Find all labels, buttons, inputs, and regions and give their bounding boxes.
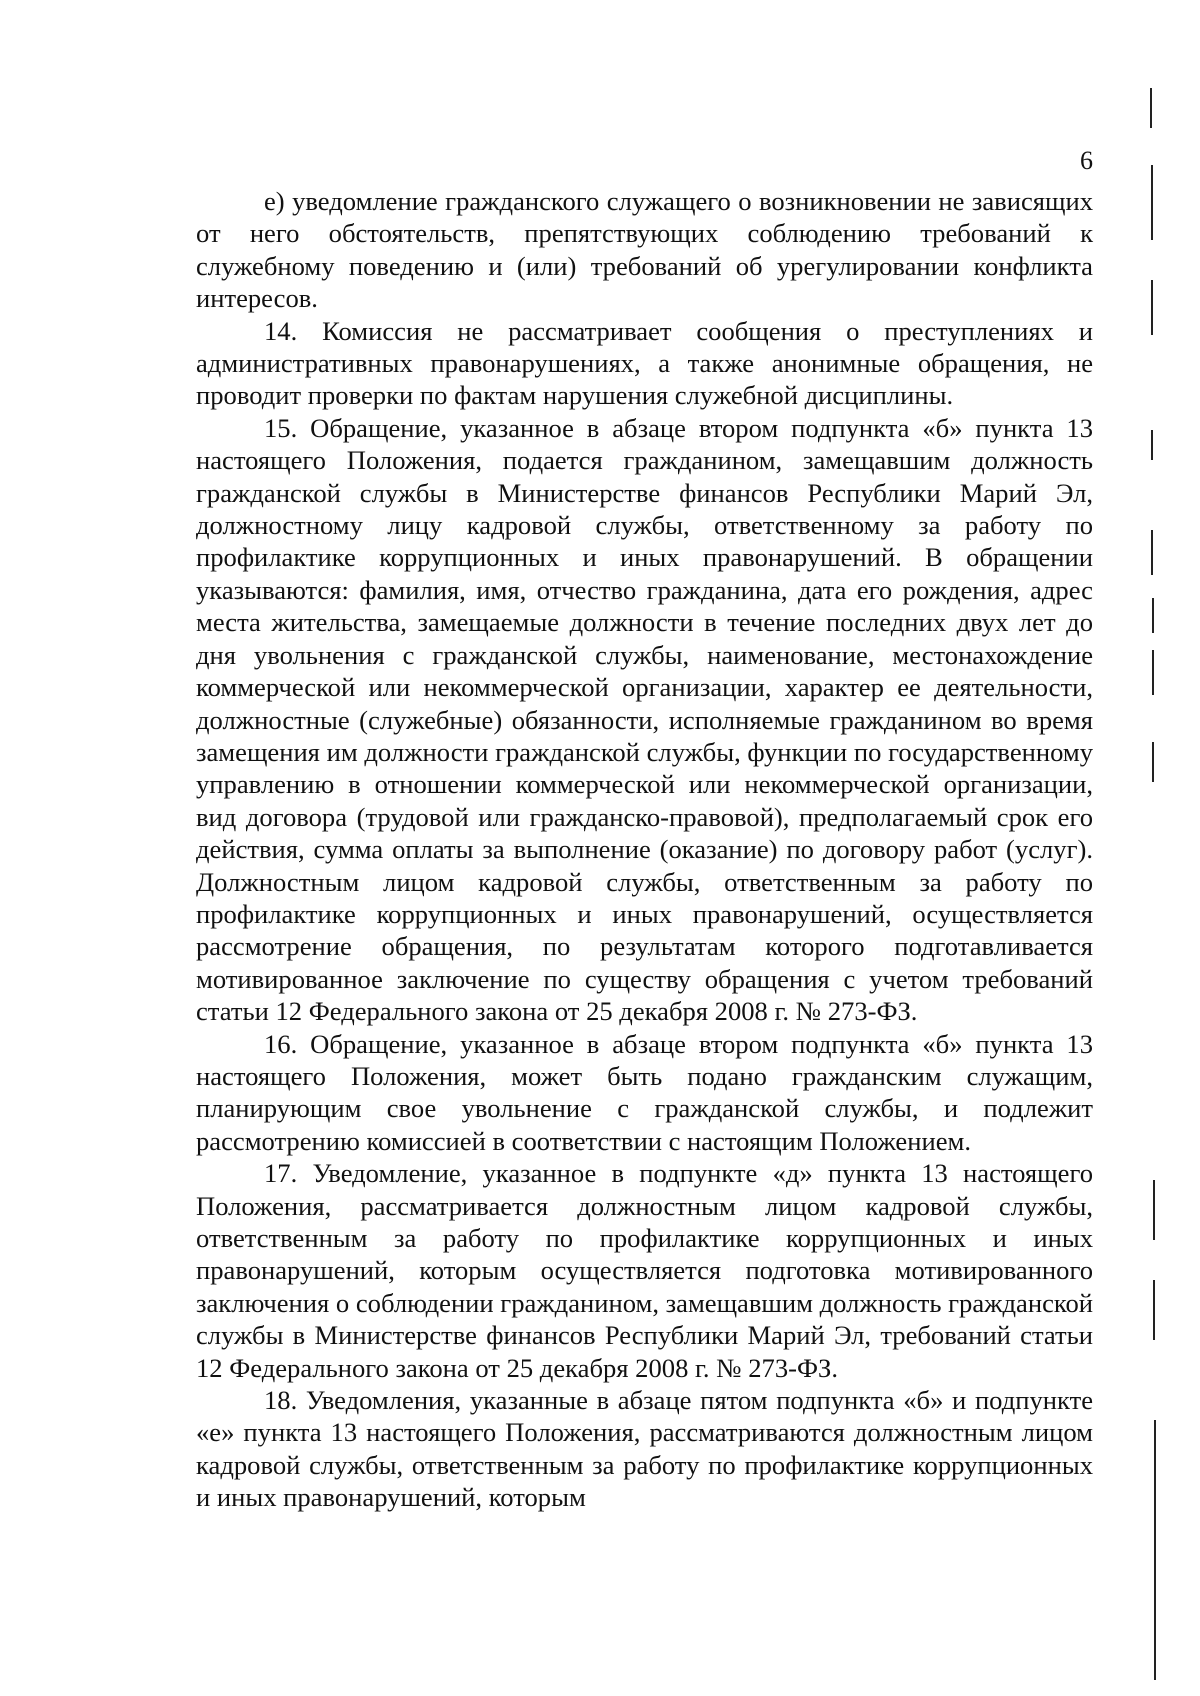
- paragraph-16: 16. Обращение, указанное в абзаце втором подпункта «б» пункта 13 настоящего Положения, может быть подано гражданским служащим, планирующим свое увольнение с гражданской службы, и подлежит рассмотрению комиссией в соответствии с настоящим Положением.: [196, 1028, 1093, 1156]
- scan-edge-mark: [1151, 430, 1153, 460]
- paragraph-item-e: е) уведомление гражданского служащего о возникновении не зависящих от него обстоятельств, препятствующих соблюдению требований к служебному поведению и (или) требований об урегулировании конфликта интересов.: [196, 186, 1093, 314]
- scan-edge-mark: [1150, 88, 1152, 128]
- paragraph-17: 17. Уведомление, указанное в подпункте «д» пункта 13 настоящего Положения, рассматривается должностным лицом кадровой службы, ответственным за работу по профилактике коррупционных и иных правонарушений, которым осуществляется подготовка мотивированного заключения о соблюдении гражданином, замещавшим должность гражданской службы в Министерстве финансов Республики Марий Эл, требований статьи 12 Федерального закона от 25 декабря 2008 г. № 273-ФЗ.: [196, 1158, 1093, 1383]
- scan-edge-mark: [1153, 1180, 1155, 1240]
- scan-edge-mark: [1151, 280, 1153, 335]
- paragraph-14: 14. Комиссия не рассматривает сообщения о преступлениях и административных правонарушениях, а также анонимные обращения, не проводит проверки по фактам нарушения служебной дисциплины.: [196, 315, 1093, 411]
- paragraph-18: 18. Уведомления, указанные в абзаце пятом подпункта «б» и подпункте «е» пункта 13 настоящего Положения, рассматриваются должностным лицом кадровой службы, ответственным за работу по профилактике коррупционных и иных правонарушений, которым: [196, 1385, 1093, 1513]
- paragraph-15: 15. Обращение, указанное в абзаце втором подпункта «б» пункта 13 настоящего Положения, подается гражданином, замещавшим должность гражданской службы в Министерстве финансов Республики Марий Эл, должностному лицу кадровой службы, ответственному за работу по профилактике коррупционных и иных правонарушений. В обращении указываются: фамилия, имя, отчество гражданина, дата его рождения, адрес места жительства, замещаемые должности в течение последних двух лет до дня увольнения с гражданской службы, наименование, местонахождение коммерческой или некоммерческой организации, характер ее деятельности, должностные (служебные) обязанности, исполняемые гражданином во время замещения им должности гражданской службы, функции по государственному управлению в отношении коммерческой или некоммерческой организации, вид договора (трудовой или гражданско-правовой), предполагаемый срок его действия, сумма оплаты за выполнение (оказание) по договору работ (услуг). Должностным лицом кадровой службы, ответственным за работу по профилактике коррупционных и иных правонарушений, осуществляется рассмотрение обращения, по результатам которого подготавливается мотивированное заключение по существу обращения с учетом требований статьи 12 Федерального закона от 25 декабря 2008 г. № 273-ФЗ.: [196, 412, 1093, 1027]
- scan-edge-mark: [1152, 742, 1154, 782]
- scan-edge-mark: [1154, 1420, 1156, 1680]
- document-body: [196, 185, 1093, 1514]
- scan-edge-mark: [1151, 530, 1153, 575]
- page-number: 6: [1080, 146, 1093, 175]
- scan-edge-mark: [1152, 650, 1154, 695]
- scan-edge-mark: [1153, 1280, 1155, 1340]
- scan-edge-mark: [1152, 598, 1154, 633]
- scan-edge-mark: [1151, 165, 1153, 240]
